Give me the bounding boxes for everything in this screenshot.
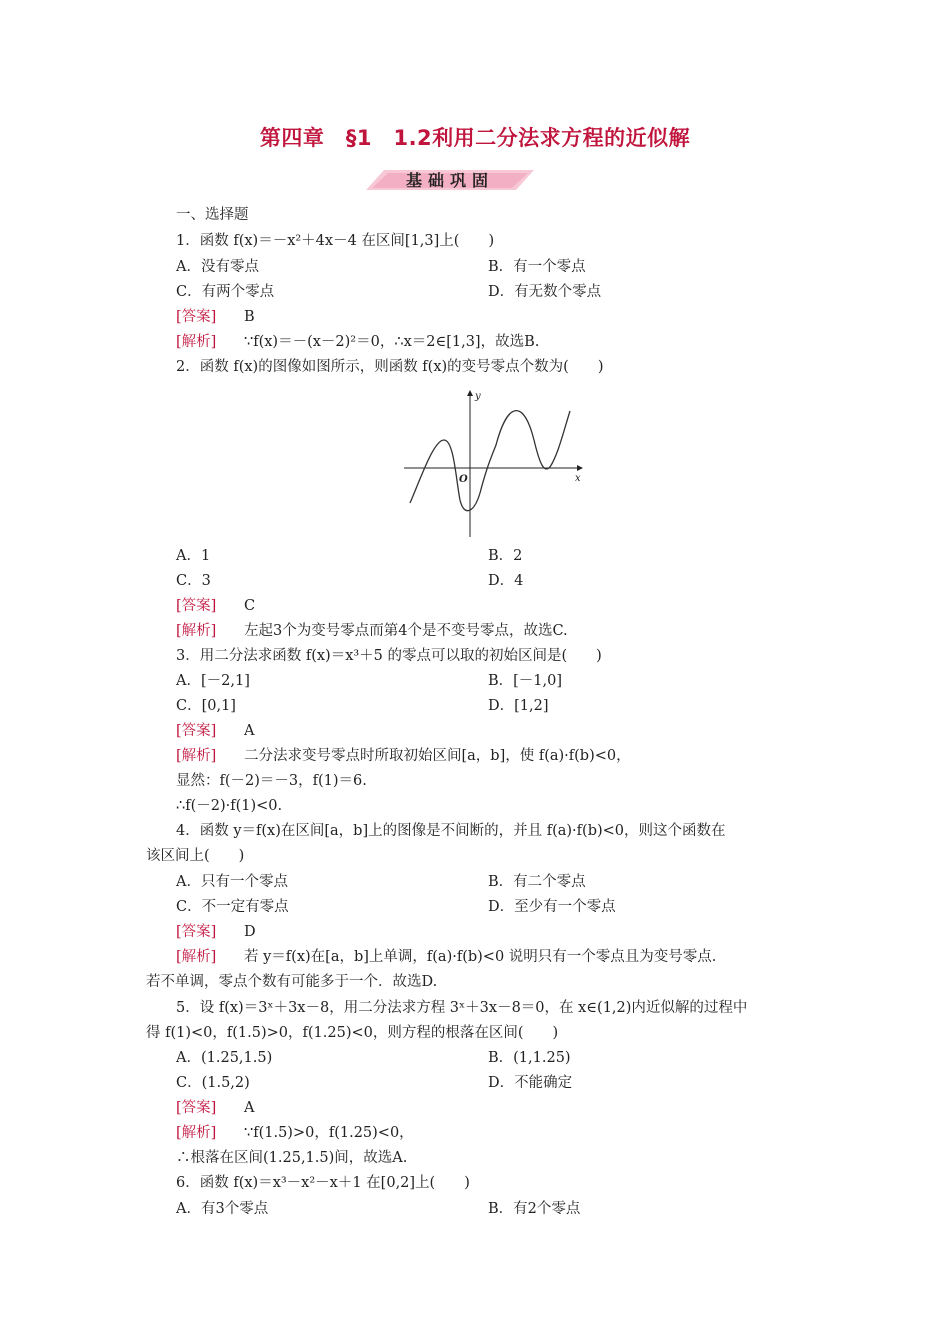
section-label: 基础巩固 bbox=[405, 171, 494, 190]
q4-explanation-2: 若不单调，零点个数有可能多于一个．故选D. bbox=[146, 974, 438, 990]
question-4: 4．函数 y＝f(x)在区间[a，b]上的图像是不间断的，并且 f(a)·f(b)<0，则这个函数在 bbox=[176, 823, 726, 839]
q5-explain-tag: [解析] bbox=[176, 1125, 217, 1141]
q3-option-b: B．[－1,0] bbox=[488, 673, 563, 689]
q6-option-b: B．有2个零点 bbox=[488, 1201, 581, 1217]
q1-option-a: A．没有零点 bbox=[176, 259, 259, 275]
q4-answer-tag: [答案] bbox=[176, 924, 217, 940]
q2-option-a: A．1 bbox=[176, 548, 211, 564]
q3-explanation-2: 显然：f(－2)＝－3，f(1)＝6. bbox=[176, 773, 367, 789]
q4-answer: D bbox=[244, 924, 256, 940]
function-curve bbox=[410, 411, 570, 511]
q5-option-b: B．(1,1.25) bbox=[488, 1050, 571, 1066]
q3-option-d: D．[1,2] bbox=[488, 698, 549, 714]
q1-answer: B bbox=[244, 309, 255, 325]
q2-answer: C bbox=[244, 598, 256, 614]
q4-explanation: 若 y＝f(x)在[a，b]上单调，f(a)·f(b)<0 说明只有一个零点且为变号零点. bbox=[244, 949, 717, 965]
q5-option-c: C．(1.5,2) bbox=[176, 1075, 250, 1091]
q1-option-c: C．有两个零点 bbox=[176, 284, 275, 300]
question-6: 6．函数 f(x)＝x³－x²－x＋1 在[0,2]上( ) bbox=[176, 1175, 470, 1191]
q6-option-a: A．有3个零点 bbox=[176, 1201, 269, 1217]
page-title: 第四章 §1 1.2利用二分法求方程的近似解 bbox=[259, 126, 691, 150]
q2-explanation: 左起3个为变号零点而第4个是不变号零点，故选C. bbox=[244, 623, 568, 639]
question-4-cont: 该区间上( ) bbox=[146, 848, 245, 864]
q3-option-a: A．[－2,1] bbox=[176, 673, 250, 689]
q4-option-d: D．至少有一个零点 bbox=[488, 899, 616, 915]
function-graph bbox=[398, 385, 588, 540]
q4-option-c: C．不一定有零点 bbox=[176, 899, 289, 915]
question-3: 3．用二分法求函数 f(x)＝x³＋5 的零点可以取的初始区间是( ) bbox=[176, 648, 602, 664]
question-5-cont: 得 f(1)<0，f(1.5)>0，f(1.25)<0，则方程的根落在区间( ) bbox=[146, 1025, 559, 1041]
q5-explanation: ∵f(1.5)>0，f(1.25)<0， bbox=[244, 1125, 414, 1141]
q4-explain-tag: [解析] bbox=[176, 949, 217, 965]
q5-answer: A bbox=[244, 1100, 255, 1116]
q1-answer-tag: [答案] bbox=[176, 309, 217, 325]
q1-explain-tag: [解析] bbox=[176, 334, 217, 350]
q4-option-b: B．有二个零点 bbox=[488, 874, 586, 890]
q1-option-d: D．有无数个零点 bbox=[488, 284, 602, 300]
y-axis-label: y bbox=[475, 391, 481, 402]
q1-explanation: ∵f(x)＝－(x－2)²＝0，∴x＝2∈[1,3]，故选B. bbox=[244, 334, 540, 350]
q5-option-a: A．(1.25,1.5) bbox=[176, 1050, 273, 1066]
q4-option-a: A．只有一个零点 bbox=[176, 874, 288, 890]
q2-explain-tag: [解析] bbox=[176, 623, 217, 639]
q3-answer-tag: [答案] bbox=[176, 723, 217, 739]
q2-option-b: B．2 bbox=[488, 548, 523, 564]
q3-answer: A bbox=[244, 723, 255, 739]
q5-option-d: D．不能确定 bbox=[488, 1075, 573, 1091]
q3-explain-tag: [解析] bbox=[176, 748, 217, 764]
q3-explanation: 二分法求变号零点时所取初始区间[a，b]，使 f(a)·f(b)<0， bbox=[244, 748, 631, 764]
part-heading: 一、选择题 bbox=[176, 207, 249, 223]
q2-option-d: D．4 bbox=[488, 573, 524, 589]
q3-option-c: C．[0,1] bbox=[176, 698, 236, 714]
x-axis-label: x bbox=[575, 473, 581, 484]
q3-explanation-3: ∴f(－2)·f(1)<0. bbox=[176, 798, 283, 814]
q2-option-c: C．3 bbox=[176, 573, 211, 589]
origin-label: O bbox=[459, 474, 468, 485]
question-1: 1．函数 f(x)＝－x²＋4x－4 在区间[1,3]上( ) bbox=[176, 233, 495, 249]
q5-answer-tag: [答案] bbox=[176, 1100, 217, 1116]
question-2: 2．函数 f(x)的图像如图所示，则函数 f(x)的变号零点个数为( ) bbox=[176, 359, 604, 375]
q2-answer-tag: [答案] bbox=[176, 598, 217, 614]
question-5: 5．设 f(x)＝3ˣ＋3x－8，用二分法求方程 3ˣ＋3x－8＝0，在 x∈(1,2)内近似解的过程中 bbox=[176, 1000, 748, 1016]
q5-explanation-2: ∴根落在区间(1.25,1.5)间，故选A. bbox=[176, 1150, 408, 1166]
q1-option-b: B．有一个零点 bbox=[488, 259, 586, 275]
